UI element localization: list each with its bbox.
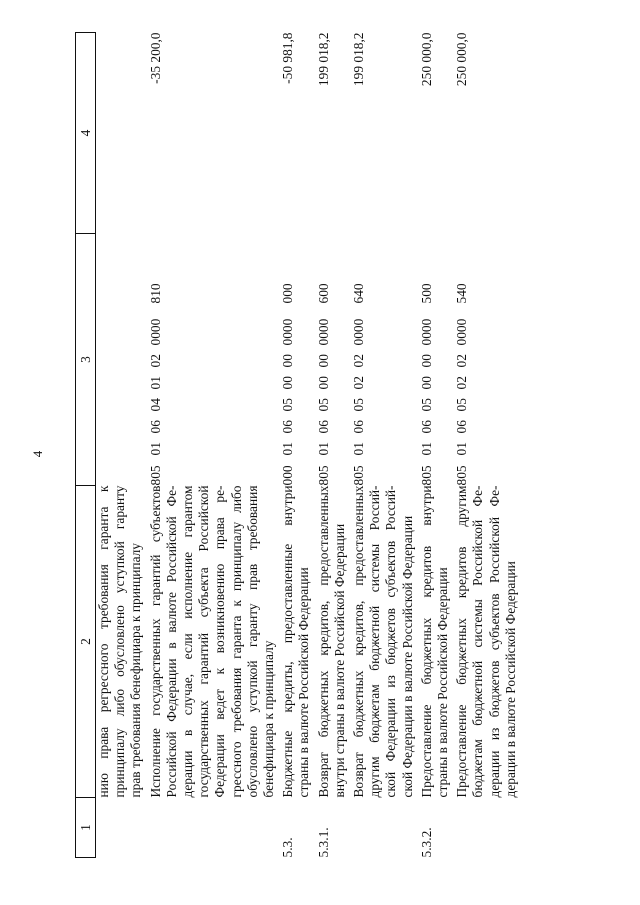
- table-row: [416, 33, 451, 858]
- budget-classification-code: [313, 234, 348, 486]
- page-number: 4: [30, 450, 45, 458]
- row-description: [277, 486, 312, 798]
- code-segment: 02: [454, 376, 470, 390]
- table-row: [145, 33, 278, 858]
- code-segment: 00: [315, 376, 331, 390]
- code-segment: 00: [280, 376, 296, 390]
- code-segment: 02: [454, 354, 470, 368]
- description-line: Российской Федерации в валюте Российской Фе-: [163, 485, 179, 798]
- description-line: Возврат бюджетных кредитов, предоставленных: [315, 485, 331, 798]
- code-segment: 0000: [351, 318, 367, 346]
- description-line: дерации в валюте Российской Федерации: [502, 561, 518, 798]
- table-row: [277, 33, 312, 858]
- code-segment: 01: [454, 442, 470, 456]
- code-segment: 0000: [315, 318, 331, 346]
- row-number: [145, 798, 278, 858]
- code-segment: 600: [315, 283, 331, 304]
- code-segment: 0000: [147, 318, 163, 346]
- code-segment: 01: [280, 442, 296, 456]
- row-number: 5.3.1.: [315, 827, 331, 858]
- description-line: Предоставление бюджетных кредитов другим: [454, 485, 470, 798]
- row-description: [348, 486, 416, 798]
- description-line: Предоставление бюджетных кредитов внутри: [418, 485, 434, 798]
- budget-table: [75, 32, 519, 858]
- code-segment: 01: [147, 376, 163, 390]
- row-amount: 199 018,2: [351, 32, 367, 87]
- row-amount: 199 018,2: [315, 32, 331, 87]
- budget-classification-code: [96, 234, 145, 486]
- code-segment: 805: [147, 465, 163, 486]
- code-segment: 810: [147, 283, 163, 304]
- description-line: другим бюджетам бюджетной системы Россий-: [367, 485, 383, 798]
- description-line: Исполнение государственных гарантий субъектов: [147, 485, 163, 798]
- row-number: [348, 798, 416, 858]
- column-header-2: 2: [76, 486, 96, 798]
- code-segment: 02: [351, 354, 367, 368]
- code-segment: 00: [315, 354, 331, 368]
- description-line: ской Федерации в валюте Российской Федерации: [399, 515, 415, 798]
- row-description: [145, 486, 278, 798]
- column-header-1: 1: [76, 798, 96, 858]
- description-line: Возврат бюджетных кредитов, предоставленных: [351, 485, 367, 798]
- table-body: [96, 33, 520, 858]
- row-amount: -35 200,0: [147, 32, 163, 84]
- code-segment: 06: [351, 420, 367, 434]
- row-description: [313, 486, 348, 798]
- row-amount: [96, 33, 145, 234]
- rotated-table-container: [75, 33, 557, 858]
- row-number: 5.3.2.: [418, 827, 434, 858]
- code-segment: 01: [418, 442, 434, 456]
- code-segment: 805: [418, 465, 434, 486]
- code-segment: 04: [147, 398, 163, 412]
- description-line: Бюджетные кредиты, предоставленные внутри: [280, 485, 296, 798]
- code-segment: 05: [351, 398, 367, 412]
- budget-classification-code: [145, 234, 278, 486]
- budget-classification-code: [277, 234, 312, 486]
- description-line: страны в валюте Российской Федерации: [435, 567, 451, 798]
- description-line: ской Федерации из бюджетов субъектов Россий-: [383, 485, 399, 798]
- table-row: [451, 33, 519, 858]
- description-line: Федерации ведет к возникновению права ре-: [212, 485, 228, 798]
- code-segment: 540: [454, 283, 470, 304]
- code-segment: 02: [351, 376, 367, 390]
- code-segment: 05: [454, 398, 470, 412]
- code-segment: 06: [280, 420, 296, 434]
- budget-classification-code: [348, 234, 416, 486]
- code-segment: 00: [418, 354, 434, 368]
- row-description: [96, 486, 145, 798]
- code-segment: 000: [280, 283, 296, 304]
- code-segment: 06: [147, 420, 163, 434]
- code-segment: 01: [147, 442, 163, 456]
- code-segment: 05: [315, 398, 331, 412]
- code-segment: 805: [454, 465, 470, 486]
- code-segment: 00: [280, 354, 296, 368]
- budget-classification-code: [451, 234, 519, 486]
- description-line: грессного требования гаранта к принципалу либо: [228, 485, 244, 798]
- table-row: [348, 33, 416, 858]
- row-number: [96, 798, 145, 858]
- table-header-row: [76, 33, 96, 858]
- code-segment: 05: [418, 398, 434, 412]
- description-line: нию права регрессного требования гаранта к: [96, 485, 111, 798]
- budget-classification-code: [416, 234, 451, 486]
- code-segment: 000: [280, 465, 296, 486]
- code-segment: 805: [351, 465, 367, 486]
- code-segment: 02: [147, 354, 163, 368]
- code-segment: 00: [418, 376, 434, 390]
- code-segment: 01: [315, 442, 331, 456]
- row-description: [416, 486, 451, 798]
- code-segment: 500: [418, 283, 434, 304]
- code-segment: 06: [454, 420, 470, 434]
- row-amount: 250 000,0: [454, 32, 470, 87]
- table-row: [96, 33, 145, 858]
- code-segment: 06: [418, 420, 434, 434]
- description-line: прав требования бенефициара к принципалу: [128, 542, 144, 798]
- code-segment: 0000: [418, 318, 434, 346]
- description-line: дерации из бюджетов субъектов Российской Фе-: [486, 485, 502, 798]
- row-amount: -50 981,8: [280, 32, 296, 84]
- column-header-3: 3: [76, 234, 96, 486]
- code-segment: 05: [280, 398, 296, 412]
- code-segment: 01: [351, 442, 367, 456]
- description-line: бенефициара к принципалу: [261, 640, 277, 798]
- description-line: бюджетам бюджетной системы Российской Фе-: [470, 485, 486, 798]
- code-segment: 640: [351, 283, 367, 304]
- row-amount: 250 000,0: [418, 32, 434, 87]
- row-description: [451, 486, 519, 798]
- column-header-4: 4: [76, 33, 96, 234]
- table-row: [313, 33, 348, 858]
- description-line: государственных гарантий субъекта Российской: [196, 485, 212, 798]
- description-line: внутри страны в валюте Российской Федерации: [331, 523, 347, 798]
- code-segment: 06: [315, 420, 331, 434]
- code-segment: 0000: [280, 318, 296, 346]
- description-line: страны в валюте Российской Федерации: [296, 567, 312, 798]
- row-number: 5.3.: [280, 837, 296, 858]
- code-segment: 805: [315, 465, 331, 486]
- description-line: дерации в случае, если исполнение гарантом: [180, 485, 196, 798]
- description-line: обусловлено уступкой гаранту прав требования: [244, 485, 260, 798]
- description-line: принципалу либо обусловлено уступкой гаранту: [112, 485, 128, 798]
- row-number: [451, 798, 519, 858]
- code-segment: 0000: [454, 318, 470, 346]
